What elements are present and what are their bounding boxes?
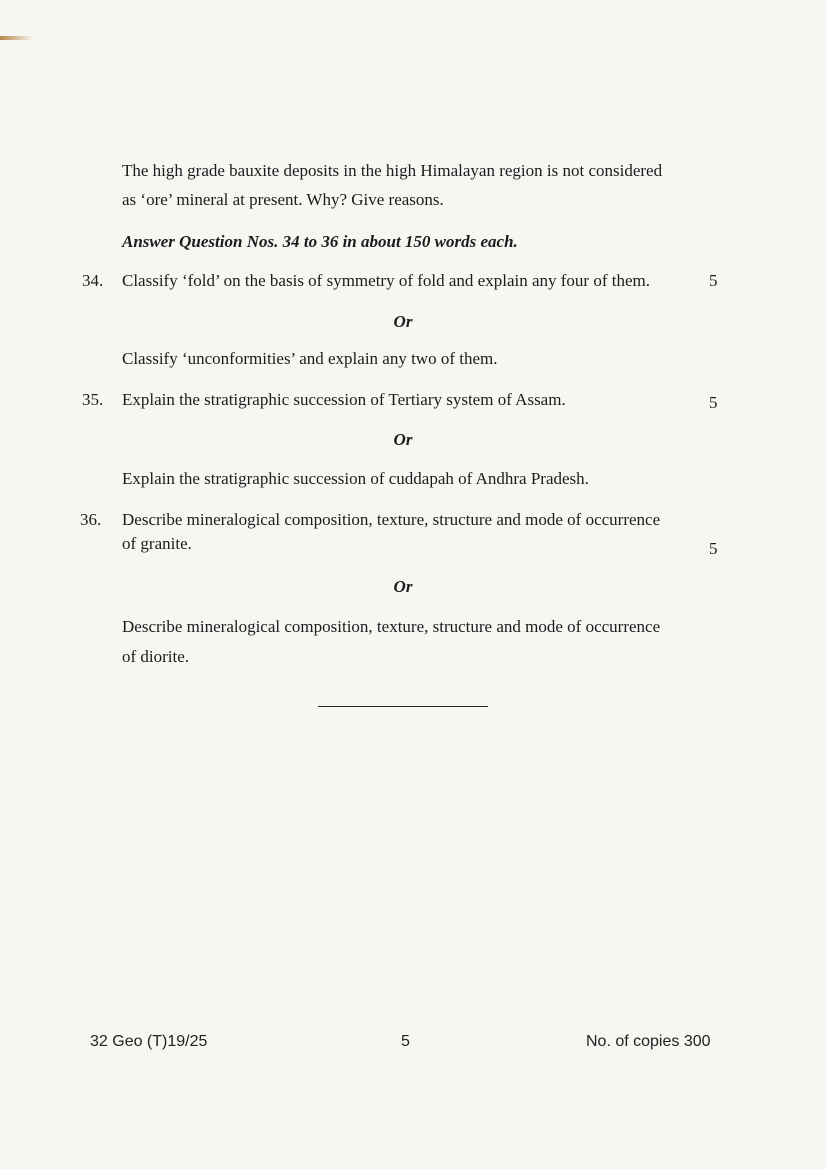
question-34-number: 34.: [82, 271, 104, 290]
footer-paper-code: 32 Geo (T)19/25: [90, 1033, 208, 1050]
intro-line-1: The high grade bauxite deposits in the high Himalayan region is not considered: [122, 161, 663, 180]
scan-edge-mark: [0, 36, 34, 40]
question-34-text: Classify ‘fold’ on the basis of symmetry of fold and explain any four of them.: [122, 271, 650, 290]
question-34-marks: 5: [709, 271, 718, 290]
question-35-text: Explain the stratigraphic succession of Tertiary system of Assam.: [122, 390, 566, 409]
section-instruction: Answer Question Nos. 34 to 36 in about 150 words each.: [122, 232, 518, 251]
or-divider-36: Or: [393, 577, 413, 596]
or-divider-35: Or: [393, 430, 413, 449]
question-35-number: 35.: [82, 390, 104, 409]
or-divider-34: Or: [393, 312, 413, 331]
question-36-alternative-line-1: Describe mineralogical composition, texture, structure and mode of occurrence: [122, 617, 661, 636]
question-36-number: 36.: [80, 510, 102, 529]
footer-copies: No. of copies 300: [586, 1033, 711, 1050]
intro-line-2: as ‘ore’ mineral at present. Why? Give reasons.: [122, 190, 444, 209]
question-36-text-line-1: Describe mineralogical composition, texture, structure and mode of occurrence: [122, 510, 661, 529]
question-34-alternative: Classify ‘unconformities’ and explain any two of them.: [122, 349, 498, 368]
footer-page-number: 5: [401, 1033, 410, 1050]
end-of-paper-rule: [318, 706, 488, 707]
question-35-marks: 5: [709, 393, 718, 412]
question-36-alternative-line-2: of diorite.: [122, 647, 190, 666]
question-36-marks: 5: [709, 539, 718, 558]
question-36-text-line-2: of granite.: [122, 534, 192, 553]
question-35-alternative: Explain the stratigraphic succession of cuddapah of Andhra Pradesh.: [122, 469, 589, 488]
